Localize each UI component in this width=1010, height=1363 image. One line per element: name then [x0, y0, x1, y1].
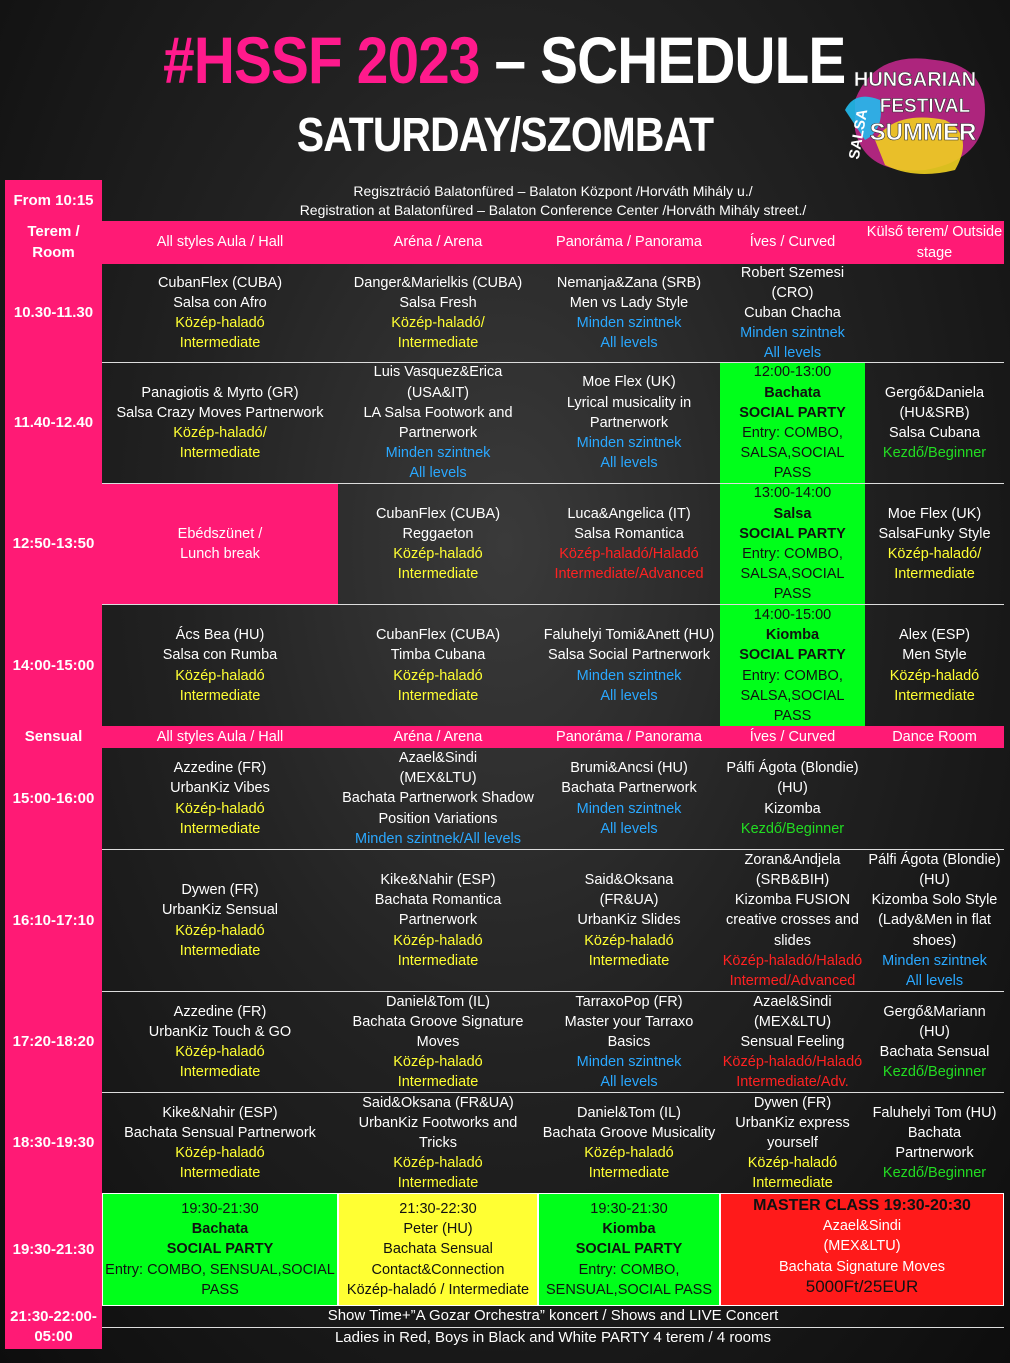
svg-text:SALSA: SALSA	[845, 107, 872, 161]
class-cell: Luis Vasquez&Erica (USA&IT) LA Salsa Footwork and Partnerwork Minden szintnek All levels	[363, 364, 513, 482]
class-cell: Faluhelyi Tomi&Anett (HU) Salsa Social Partnerwork Minden szintnek All levels	[543, 627, 715, 704]
time-slot-2: 11.40-12.40	[5, 363, 102, 483]
master-class-cell: MASTER CLASS 19:30-20:30 Azael&Sindi (MEX&LTU) Bachata Signature Moves 5000Ft/25EUR	[720, 1193, 1004, 1306]
sensual-room-header-4: Íves / Curved	[720, 726, 865, 748]
class-cell: Pálfi Ágota (Blondie) (HU) Kizomba Kezdő/Beginner	[726, 760, 859, 837]
class-cell: Said&Oksana (FR&UA) UrbanKiz Footworks and Tricks Közép-haladó Intermediate	[358, 1094, 518, 1192]
room-header-3: Panoráma / Panorama	[538, 221, 720, 264]
class-cell: Dywen (FR) UrbanKiz Sensual Közép-haladó Intermediate	[161, 882, 279, 959]
class-cell: Azael&Sindi (MEX&LTU) Sensual Feeling Közép-haladó/Haladó Intermediate/Adv.	[722, 993, 863, 1091]
svg-text:SUMMER: SUMMER	[869, 119, 977, 146]
sensual-label: Sensual	[5, 726, 102, 748]
social-party-cell: 12:00-13:00 Bachata SOCIAL PARTY Entry: COMBO, SALSA,SOCIAL PASS	[720, 363, 865, 483]
svg-text:HUNGARIAN: HUNGARIAN	[853, 69, 977, 91]
social-party-cell: 14:00-15:00 Kiomba SOCIAL PARTY Entry: COMBO, SALSA,SOCIAL PASS	[720, 605, 865, 726]
page-title: #HSSF 2023 – SCHEDULE	[163, 23, 846, 97]
class-cell: Luca&Angelica (IT) Salsa Romantica Közép-haladó/Haladó Intermediate/Advanced	[554, 505, 704, 583]
sensual-room-header-2: Aréna / Arena	[338, 726, 538, 748]
class-cell: Danger&Marielkis (CUBA) Salsa Fresh Közép-haladó/ Intermediate	[353, 274, 523, 352]
class-cell: Brumi&Ancsi (HU) Bachata Partnerwork Minden szintnek All levels	[561, 760, 697, 837]
class-cell: CubanFlex (CUBA) Salsa con Afro Közép-haladó Intermediate	[157, 274, 283, 352]
social-party-cell: 19:30-21:30 Kiomba SOCIAL PARTY Entry: COMBO, SENSUAL,SOCIAL PASS	[538, 1193, 720, 1306]
class-cell: Robert Szemesi (CRO) Cuban Chacha Minden szintnek All levels	[740, 264, 845, 362]
time-slot-9: 19:30-21:30	[5, 1193, 102, 1306]
class-cell: Daniel&Tom (IL) Bachata Groove Signature Moves Közép-haladó Intermediate	[352, 993, 524, 1091]
room-header-4: Íves / Curved	[720, 221, 865, 264]
room-header-5: Külső terem/ Outside stage	[865, 221, 1004, 264]
class-cell: Panagiotis & Myrto (GR) Salsa Crazy Moves Partnerwork Közép-haladó/ Intermediate	[116, 384, 324, 462]
social-party-cell: 19:30-21:30 Bachata SOCIAL PARTY Entry: COMBO, SENSUAL,SOCIAL PASS	[102, 1193, 338, 1306]
class-cell: Faluhelyi Tom (HU) Bachata Partnerwork Kezdő/Beginner	[872, 1104, 997, 1182]
class-cell: Gergő&Mariann (HU) Bachata Sensual Kezdő/Beginner	[879, 1003, 990, 1081]
class-cell: Ács Bea (HU) Salsa con Rumba Közép-haladó Intermediate	[162, 627, 278, 704]
class-cell: Alex (ESP) Men Style Közép-haladó Intermediate	[889, 627, 980, 704]
room-header-2: Aréna / Arena	[338, 221, 538, 264]
class-cell: Nemanja&Zana (SRB) Men vs Lady Style Minden szintnek All levels	[556, 274, 702, 352]
social-party-cell: 13:00-14:00 Salsa SOCIAL PARTY Entry: COMBO, SALSA,SOCIAL PASS	[720, 484, 865, 604]
class-cell: TarraxoPop (FR) Master your Tarraxo Basics Minden szintnek All levels	[564, 993, 694, 1091]
class-cell: CubanFlex (CUBA) Timba Cubana Közép-haladó Intermediate	[375, 627, 501, 704]
registration-time: From 10:15	[5, 180, 102, 221]
footer-party: Ladies in Red, Boys in Black and White PARTY 4 terem / 4 rooms	[334, 1329, 772, 1347]
class-cell: Daniel&Tom (IL) Bachata Groove Musicality Közép-haladó Intermediate	[542, 1104, 716, 1182]
class-cell: Kike&Nahir (ESP) Bachata Sensual Partnerwork Közép-haladó Intermediate	[124, 1104, 316, 1182]
time-slot-6: 16:10-17:10	[5, 850, 102, 991]
lunch-break-cell: Ebédszünet / Lunch break	[102, 484, 338, 604]
time-slot-1: 10.30-11.30	[5, 264, 102, 362]
footer-time: 21:30-22:00-05:00	[5, 1306, 102, 1349]
class-cell: Gergő&Daniela (HU&SRB) Salsa Cubana Kezdő/Beginner	[882, 384, 987, 462]
rooms-label: Terem / Room	[5, 221, 102, 264]
class-cell: Azzedine (FR) UrbanKiz Vibes Közép-haladó Intermediate	[170, 760, 270, 837]
class-cell: CubanFlex (CUBA) Reggaeton Közép-haladó Intermediate	[375, 505, 501, 583]
class-cell: Said&Oksana (FR&UA) UrbanKiz Slides Közép-haladó Intermediate	[577, 871, 681, 969]
time-slot-3: 12:50-13:50	[5, 484, 102, 604]
sensual-room-header-5: Dance Room	[865, 726, 1004, 748]
time-slot-4: 14:00-15:00	[5, 605, 102, 726]
time-slot-8: 18:30-19:30	[5, 1093, 102, 1193]
sensual-room-header-3: Panoráma / Panorama	[538, 726, 720, 748]
room-header-1: All styles Aula / Hall	[102, 221, 338, 264]
class-cell: Azael&Sindi (MEX&LTU) Bachata Partnerwork Shadow Position Variations Minden szintnek/All levels	[342, 750, 534, 847]
time-slot-7: 17:20-18:20	[5, 992, 102, 1092]
class-cell: Moe Flex (UK) SalsaFunky Style Közép-haladó/ Intermediate	[878, 505, 991, 583]
class-cell: Moe Flex (UK) Lyrical musicality in Partnerwork Minden szintnek All levels	[566, 374, 692, 472]
festival-logo-icon	[835, 40, 995, 180]
page-subtitle: SATURDAY/SZOMBAT	[296, 109, 714, 162]
class-cell: Dywen (FR) UrbanKiz express yourself Közép-haladó Intermediate	[735, 1094, 850, 1192]
class-cell: Azzedine (FR) UrbanKiz Touch & GO Közép-haladó Intermediate	[148, 1003, 292, 1081]
sensual-room-header-1: All styles Aula / Hall	[102, 726, 338, 748]
svg-text:FESTIVAL: FESTIVAL	[879, 96, 971, 117]
class-cell: Kike&Nahir (ESP) Bachata Romantica Partnerwork Közép-haladó Intermediate	[374, 871, 502, 969]
footer-show: Show Time+”A Gozar Orchestra” koncert / Shows and LIVE Concert	[327, 1307, 779, 1325]
registration-info: Regisztráció Balatonfüred – Balaton Központ /Horváth Mihály u./ Registration at Balatonfüred – Balaton Conference Center /Horváth Mihály street./	[299, 182, 807, 218]
class-cell: 21:30-22:30 Peter (HU) Bachata Sensual Contact&Connection Közép-haladó / Intermediate	[338, 1193, 538, 1306]
class-cell: Zoran&Andjela (SRB&BIH) Kizomba FUSION creative crosses and slides Közép-haladó/Haladó Intermed/Advanced	[722, 851, 863, 990]
time-slot-5: 15:00-16:00	[5, 748, 102, 849]
class-cell: Pálfi Ágota (Blondie) (HU) Kizomba Solo Style (Lady&Men in flat shoes) Minden szintnek All levels	[868, 851, 1001, 990]
